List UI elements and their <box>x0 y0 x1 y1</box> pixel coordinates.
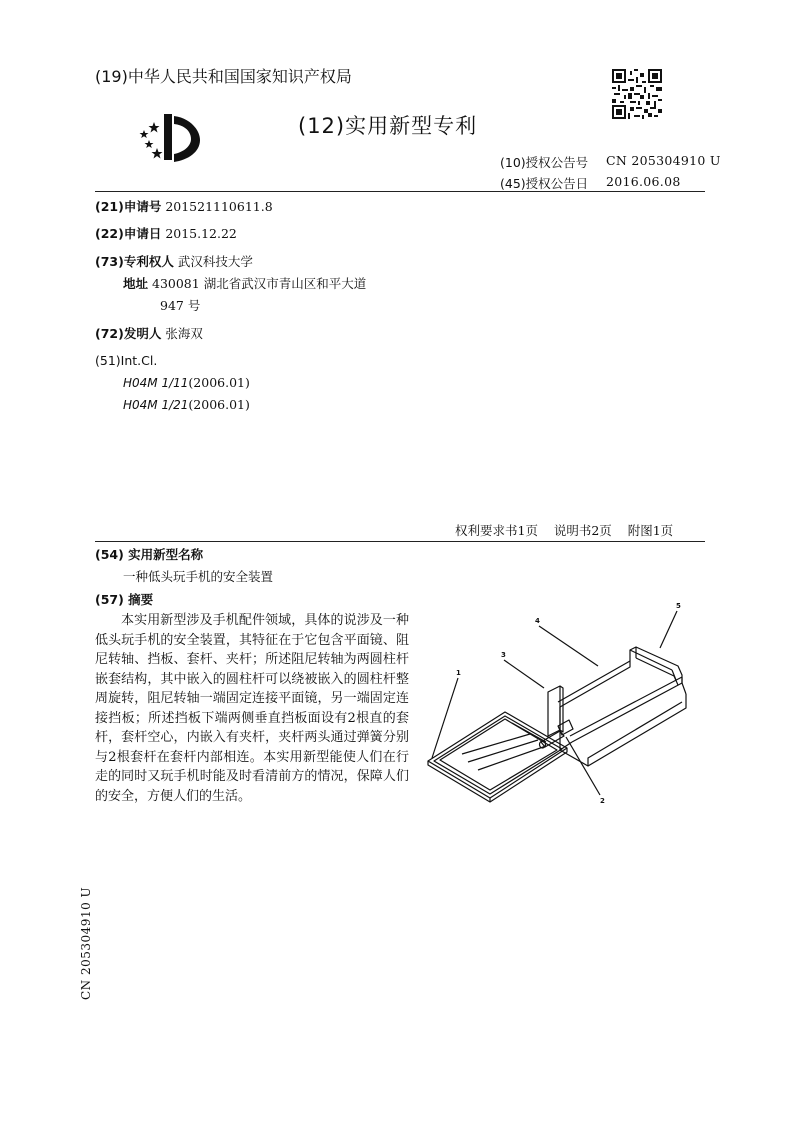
side-pub-number: CN 205304910 U <box>79 886 93 1000</box>
inventor: 张海双 <box>165 326 203 341</box>
device-figure <box>420 590 700 820</box>
pub-date: 2016.06.08 <box>606 174 681 189</box>
int-cl-label: (51)Int.Cl. <box>95 353 158 368</box>
ipc-entry <box>123 397 250 413</box>
cnipa-logo <box>128 108 208 168</box>
utility-title: 一种低头玩手机的安全装置 <box>123 569 274 584</box>
title-label: (54) 实用新型名称 <box>95 547 204 562</box>
figure-label: 3 <box>501 651 506 659</box>
patentee: 武汉科技大学 <box>177 254 253 269</box>
abstract-label: (57) 摘要 <box>95 592 154 607</box>
pub-no-label: (10)授权公告号 <box>500 155 589 170</box>
app-no-field <box>95 199 273 215</box>
ipc-version: (2006.01) <box>188 375 250 390</box>
address-line1: 430081 湖北省武汉市青山区和平大道 <box>152 276 367 291</box>
address-line2: 947 号 <box>160 298 201 313</box>
patentee-field <box>95 254 253 270</box>
filing-date: 2015.12.22 <box>165 226 237 241</box>
inventor-field <box>95 326 203 342</box>
qr-code <box>612 69 662 119</box>
app-no: 201521110611.8 <box>165 199 273 214</box>
figure-label: 4 <box>535 617 540 625</box>
office-name: (19)中华人民共和国国家知识产权局 <box>95 67 352 86</box>
pub-no: CN 205304910 U <box>606 153 721 168</box>
abstract-text: 本实用新型涉及手机配件领域，具体的说涉及一种低头玩手机的安全装置，其特征在于它包含平面镜、阻尼转轴、挡板、套杆、夹杆；所述阻尼转轴为两圆柱杆嵌套结构，其中嵌入的圆柱杆可以绕被嵌入的圆柱杆整周旋转，阻尼转轴一端固定连接平面镜，另一端固定连接挡板；所述挡板下端两侧垂直挡板面设有2根直的套杆，套杆空心，内嵌入有夹杆，夹杆两头通过弹簧分别与2根套杆在套杆内部相连。本实用新型能使人们在行走的同时又玩手机时能及时看清前方的情况，保障人们的安全，方便人们的生活。 <box>95 613 409 804</box>
ipc-code: H04M 1/11 <box>123 376 189 390</box>
ipc-code: H04M 1/21 <box>123 398 189 412</box>
summary-divider <box>95 541 705 542</box>
patent-type: (12)实用新型专利 <box>298 114 478 138</box>
figure-label: 5 <box>676 602 681 610</box>
patentee-label: (73)专利权人 <box>95 254 174 269</box>
app-no-label: (21)申请号 <box>95 199 162 214</box>
filing-date-field <box>95 226 237 242</box>
pub-date-label: (45)授权公告日 <box>500 176 589 191</box>
ipc-entry <box>123 375 250 391</box>
figure-label: 2 <box>600 797 605 805</box>
header-divider <box>95 191 705 192</box>
inventor-label: (72)发明人 <box>95 326 162 341</box>
address-field <box>123 276 366 292</box>
filing-date-label: (22)申请日 <box>95 226 162 241</box>
figure-label: 1 <box>456 669 461 677</box>
address-label: 地址 <box>123 276 149 291</box>
ipc-version: (2006.01) <box>188 397 250 412</box>
pages-summary: 权利要求书1页 说明书2页 附图1页 <box>455 523 674 538</box>
